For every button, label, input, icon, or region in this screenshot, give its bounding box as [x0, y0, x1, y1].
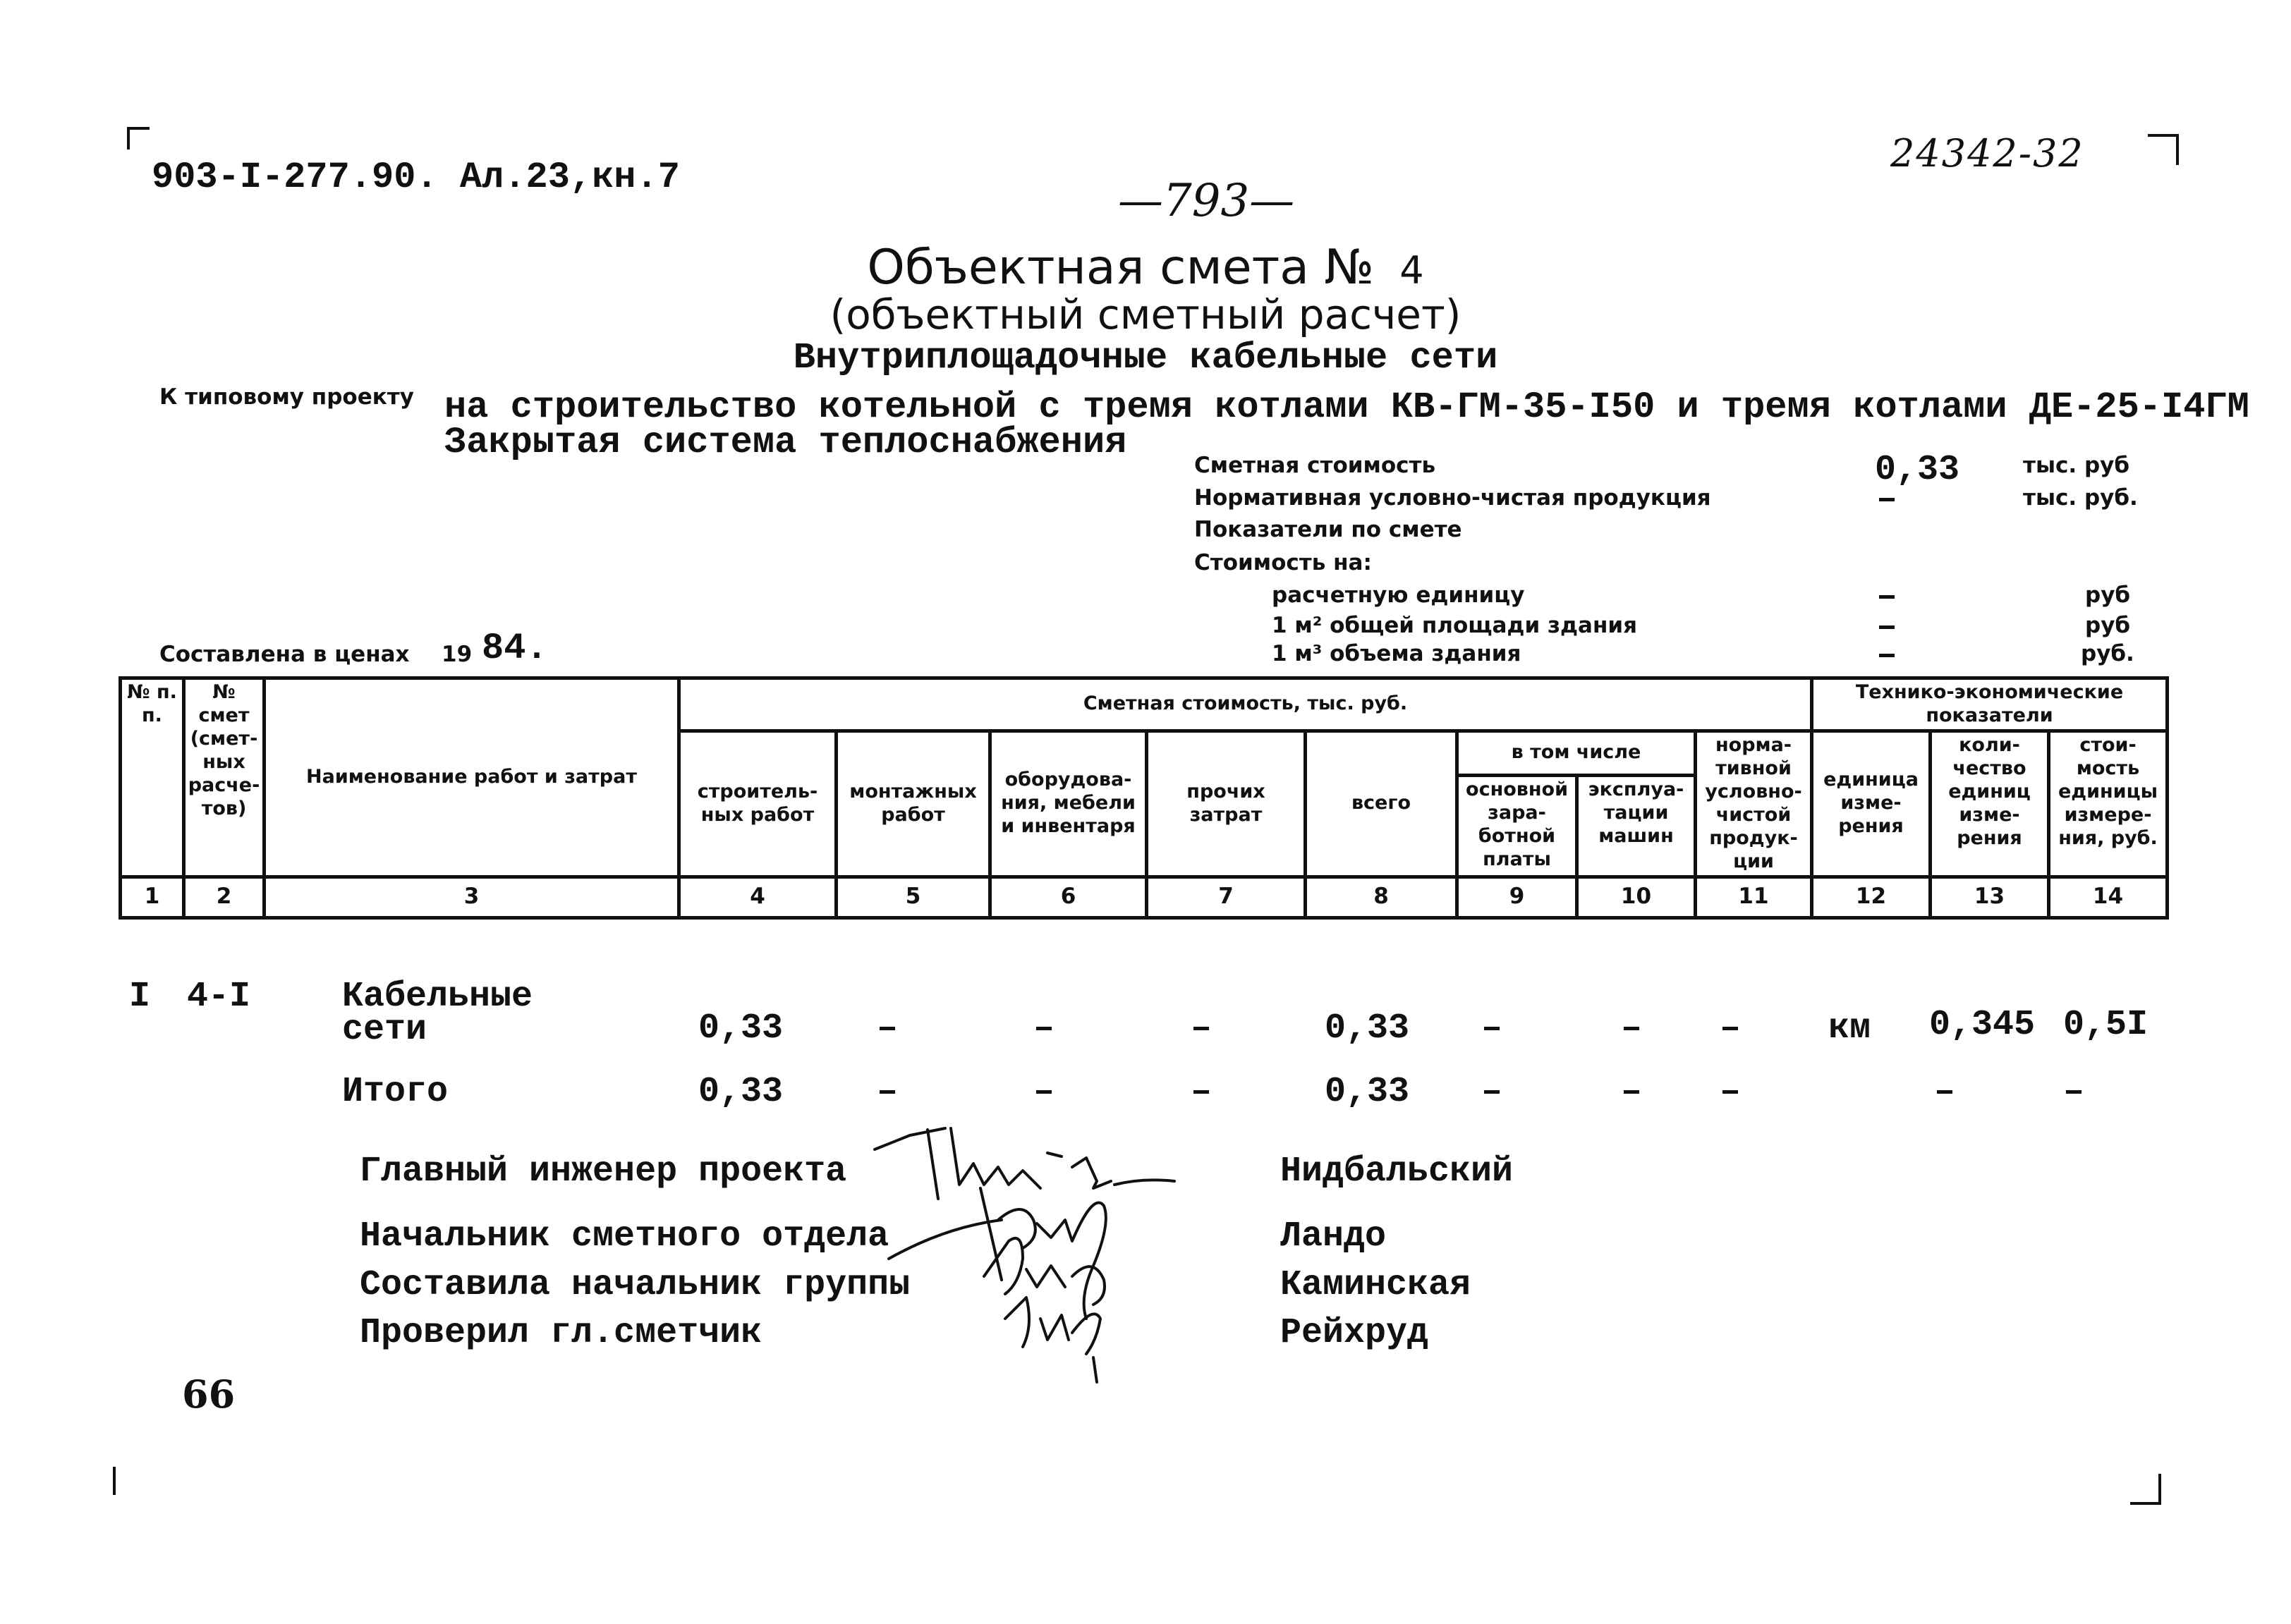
col-header-installation: монтажных работ [837, 731, 990, 877]
indicators-label: Показатели по смете [1194, 517, 1462, 542]
col-number: 14 [2049, 877, 2168, 917]
col-header-name: Наименование работ и затрат [265, 678, 679, 877]
col-header-unit-cost: стои- мость единицы измере- ния, руб. [2049, 731, 2168, 877]
document-code: 903-I-277.90. Ал.23,кн.7 [152, 157, 680, 198]
col-header-net: норма- тивной условно- чистой продук- ции [1696, 731, 1812, 877]
page-number: —793— [1118, 175, 1295, 227]
col-number: 5 [837, 877, 990, 917]
row-total-quantity: – [1934, 1072, 1956, 1112]
row-net: – [1720, 1008, 1742, 1049]
row-estimate-no: 4-I [187, 977, 251, 1017]
col-number: 12 [1812, 877, 1931, 917]
per-area-value: – [1876, 607, 1898, 647]
col-header-construction: строитель- ных работ [679, 731, 837, 877]
estimate-table [119, 676, 2169, 920]
col-header-total: всего [1306, 731, 1457, 877]
per-volume-value: – [1876, 635, 1898, 676]
row-equipment: – [1033, 1008, 1055, 1049]
row-total-total: 0,33 [1325, 1072, 1410, 1112]
row-machines: – [1621, 1008, 1643, 1049]
title-number: 4 [1399, 248, 1424, 293]
corner-mark-bottom-right [2130, 1474, 2161, 1505]
row-no: I [129, 977, 151, 1017]
row-total-name: Итого [342, 1072, 449, 1112]
row-total-construction: 0,33 [698, 1072, 784, 1112]
corner-mark-top-left [127, 127, 150, 149]
row-installation: – [877, 1008, 899, 1049]
row-name-line1: Кабельные [342, 977, 533, 1017]
col-number: 11 [1696, 877, 1812, 917]
per-volume-label: 1 м³ объема здания [1272, 641, 1521, 666]
row-total-installation: – [877, 1072, 899, 1112]
col-header-base-wage: основной зара- ботной платы [1457, 776, 1577, 877]
compiled-by-name: Каминская [1280, 1265, 1471, 1305]
col-number: 13 [1931, 877, 2049, 917]
col-number: 4 [679, 877, 837, 917]
signature-estimates-head [889, 1188, 1106, 1319]
row-name-line2: сети [342, 1010, 427, 1050]
row-quantity: 0,345 [1929, 1005, 2036, 1045]
project-description-line2: Закрытая система теплоснабжения [444, 422, 1127, 463]
per-unit-value: – [1876, 577, 1898, 617]
net-output-label: Нормативная условно-чистая продукция [1194, 485, 1711, 511]
estimated-cost-value: 0,33 [1875, 450, 1960, 490]
compiled-by-title: Составила начальник группы [360, 1265, 911, 1305]
col-number: 9 [1457, 877, 1577, 917]
signature-checked-by [1005, 1298, 1100, 1382]
row-total-unit-cost: – [2063, 1072, 2085, 1112]
estimated-cost-unit: тыс. руб [2023, 453, 2129, 478]
chief-engineer-name: Нидбальский [1280, 1152, 1514, 1192]
per-area-unit: руб [2085, 613, 2131, 638]
row-total-equipment: – [1033, 1072, 1055, 1112]
sheet-code: 24342-32 [1890, 131, 2084, 176]
col-number: 6 [990, 877, 1147, 917]
row-unit-cost: 0,5I [2063, 1005, 2149, 1045]
per-area-label: 1 м² общей площади здания [1272, 613, 1637, 638]
sheet-mark: 66 [182, 1372, 236, 1417]
col-number: 3 [265, 877, 679, 917]
row-total-base-wage: – [1481, 1072, 1503, 1112]
col-header-incl: в том числе [1457, 731, 1696, 775]
row-construction: 0,33 [698, 1008, 784, 1049]
estimates-head-title: Начальник сметного отдела [360, 1216, 889, 1257]
row-total-other: – [1191, 1072, 1213, 1112]
col-number: 7 [1147, 877, 1306, 917]
chief-engineer-title: Главный инженер проекта [360, 1152, 847, 1192]
col-header-cost-group: Сметная стоимость, тыс. руб. [679, 678, 1812, 731]
col-number: 2 [184, 877, 265, 917]
col-header-equipment: оборудова- ния, мебели и инвентаря [990, 731, 1147, 877]
net-output-unit: тыс. руб. [2023, 485, 2138, 511]
col-number: 1 [121, 877, 184, 917]
per-unit-label: расчетную единицу [1272, 582, 1525, 608]
prices-year: 84. [482, 628, 548, 669]
row-unit: км [1828, 1008, 1871, 1049]
row-base-wage: – [1481, 1008, 1503, 1049]
signature-compiled-by [984, 1238, 1105, 1305]
per-volume-unit: руб. [2081, 641, 2134, 666]
col-header-unit: единица изме- рения [1812, 731, 1931, 877]
estimated-cost-label: Сметная стоимость [1194, 453, 1436, 478]
project-description-line1: на строительство котельной с тремя котлами КВ-ГМ-35-I50 и тремя котлами ДЕ-25-I4ГМ [444, 386, 2249, 428]
col-header-tech-group: Технико-экономические показатели [1812, 678, 2168, 731]
row-other: – [1191, 1008, 1213, 1049]
corner-mark-top-right [2148, 134, 2179, 165]
document-subtitle: (объектный сметный расчет) [830, 291, 1462, 338]
col-number: 8 [1306, 877, 1457, 917]
row-total: 0,33 [1325, 1008, 1410, 1049]
col-header-other: прочих затрат [1147, 731, 1306, 877]
project-label: К типовому проекту [159, 384, 414, 410]
object-name: Внутриплощадочные кабельные сети [793, 337, 1498, 379]
col-number: 10 [1577, 877, 1696, 917]
net-output-value: – [1876, 480, 1898, 520]
checked-by-name: Рейхруд [1280, 1313, 1429, 1353]
row-total-machines: – [1621, 1072, 1643, 1112]
col-header-no: № п. п. [121, 678, 184, 877]
handwritten-signatures [861, 1114, 1256, 1389]
prices-year-prefix: 19 [442, 642, 473, 667]
cost-per-label: Стоимость на: [1194, 550, 1372, 575]
corner-mark-bottom-left [113, 1467, 120, 1495]
per-unit-unit: руб [2085, 582, 2131, 608]
col-header-quantity: коли- чество единиц изме- рения [1931, 731, 2049, 877]
prices-label: Составлена в ценах [159, 642, 410, 667]
signature-chief-engineer [875, 1128, 1174, 1199]
estimates-head-name: Ландо [1280, 1216, 1387, 1257]
row-total-net: – [1720, 1072, 1742, 1112]
document-title [0, 240, 2291, 295]
col-header-estimate-no: № смет (смет- ных расче- тов) [184, 678, 265, 877]
col-header-machines: эксплуа- тации машин [1577, 776, 1696, 877]
checked-by-title: Проверил гл.сметчик [360, 1313, 762, 1353]
title-text: Объектная смета № [867, 240, 1375, 295]
